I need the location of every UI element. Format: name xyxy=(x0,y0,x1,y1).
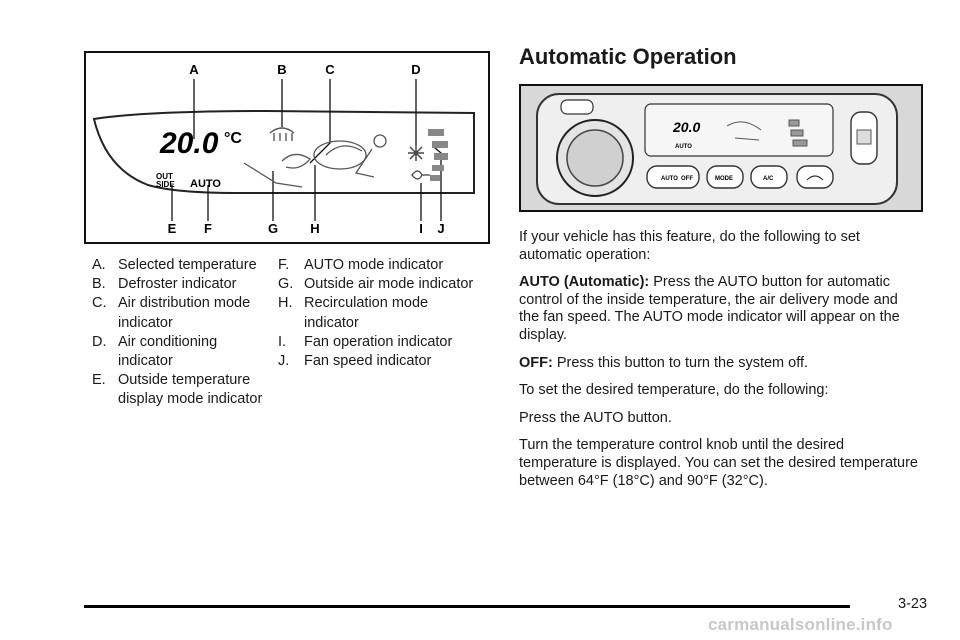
legend-item xyxy=(278,352,478,371)
callout-j: J xyxy=(437,221,445,236)
climate-display-illustration xyxy=(86,53,488,242)
legend-letter: E. xyxy=(92,372,106,389)
auto-button: AUTO xyxy=(661,176,678,182)
legend-text: Air distribution mode indicator xyxy=(118,295,251,331)
legend-item xyxy=(92,371,267,409)
off-paragraph xyxy=(519,355,921,373)
climate-display-figure xyxy=(84,51,490,244)
legend-text: Selected temperature xyxy=(118,257,257,273)
off-button: OFF xyxy=(681,176,693,182)
section-heading: Automatic Operation xyxy=(519,44,737,69)
legend-item xyxy=(92,256,267,275)
legend-item xyxy=(92,275,267,294)
legend-text: Outside temperature display mode indicator xyxy=(118,372,263,408)
auto-indicator-label: AUTO xyxy=(190,178,221,190)
body-text xyxy=(519,229,921,500)
legend-letter: J. xyxy=(278,353,290,370)
legend-text: Defroster indicator xyxy=(118,276,237,293)
intro-paragraph: If your vehicle has this feature, do the following to set automatic operation: xyxy=(519,229,860,263)
temperature-readout: 20.0 xyxy=(160,127,219,160)
callout-a: A xyxy=(189,62,199,77)
set-temp-paragraph: To set the desired temperature, do the following: xyxy=(519,382,829,399)
callout-d: D xyxy=(411,62,421,77)
off-description: Press this button to turn the system off. xyxy=(556,354,809,371)
climate-control-panel-figure xyxy=(519,84,923,212)
control-panel-illustration xyxy=(521,86,921,210)
legend-item xyxy=(278,275,478,294)
defrost-button xyxy=(797,166,833,188)
legend-text: Air conditioning indicator xyxy=(118,333,218,370)
legend-item xyxy=(92,333,267,371)
rear-defrost-button xyxy=(561,100,593,114)
step-1-paragraph: Press the AUTO button. xyxy=(519,409,672,426)
page-number: 3-23 xyxy=(898,596,928,612)
legend-text: Outside air mode indicator xyxy=(304,276,474,293)
legend-letter: C. xyxy=(92,295,107,312)
temperature-unit: °C xyxy=(224,130,242,147)
mode-button: MODE xyxy=(715,176,733,182)
legend-column-1 xyxy=(92,256,267,410)
legend-item xyxy=(92,294,267,332)
ac-button: A/C xyxy=(763,176,774,182)
callout-b: B xyxy=(277,62,287,77)
legend-item xyxy=(278,294,478,332)
legend-text: AUTO mode indicator xyxy=(304,257,444,273)
watermark: carmanualsonline.info xyxy=(708,615,893,634)
legend-text: Fan operation indicator xyxy=(304,333,453,350)
footer-rule xyxy=(84,605,850,608)
callout-i: I xyxy=(419,221,423,236)
legend-letter: B. xyxy=(92,276,106,293)
legend-item xyxy=(278,256,478,275)
callout-g: G xyxy=(267,221,279,236)
legend-letter: A. xyxy=(92,257,106,273)
legend-item xyxy=(278,333,478,352)
legend-letter: F. xyxy=(278,257,290,273)
legend-letter: I. xyxy=(278,333,287,350)
legend-column-2 xyxy=(278,256,478,371)
legend-letter: D. xyxy=(92,333,107,350)
legend-text: Fan speed indicator xyxy=(304,353,432,370)
callout-c: C xyxy=(325,62,335,77)
out-side-label-2: SIDE xyxy=(156,180,175,189)
legend-text: Recirculation mode indicator xyxy=(304,295,429,331)
legend-letter: H. xyxy=(278,295,293,312)
panel-temperature-readout: 20.0 xyxy=(673,119,701,135)
auto-description: Press the AUTO button for automatic control of the inside temperature, the air delivery mode and the fan speed. The AUTO mode indicator will appear on the display. xyxy=(519,274,900,343)
callout-f: F xyxy=(204,221,212,236)
out-side-label-1: OUT xyxy=(156,172,173,181)
auto-paragraph xyxy=(519,274,921,344)
off-term: OFF: xyxy=(519,354,553,371)
legend-letter: G. xyxy=(278,276,294,293)
panel-auto-indicator: AUTO xyxy=(675,144,692,150)
callout-e: E xyxy=(167,221,177,236)
callout-h: H xyxy=(310,221,320,236)
step-2-paragraph: Turn the temperature control knob until the desired temperature is displayed. You can set the desired temperature between 64°F (18°C) and 90°F (32°C). xyxy=(519,437,918,489)
ac-snowflake-icon xyxy=(408,145,424,161)
auto-term: AUTO (Automatic): xyxy=(519,274,650,291)
